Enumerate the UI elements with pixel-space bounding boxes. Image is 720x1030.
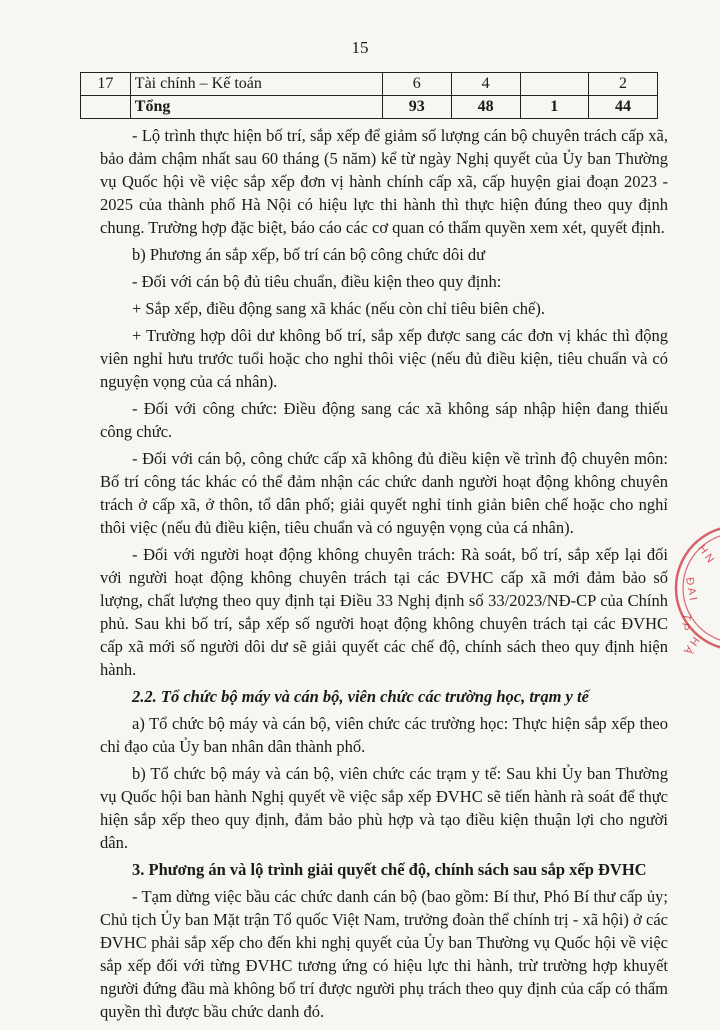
- paragraph: - Đối với công chức: Điều động sang các xã không sáp nhập hiện đang thiếu công chức.: [100, 399, 668, 441]
- section-heading: 2.2. Tổ chức bộ máy và cán bộ, viên chức các trường học, trạm y tế: [132, 687, 589, 706]
- paragraph: b) Phương án sắp xếp, bố trí cán bộ công chức dôi dư: [132, 245, 486, 264]
- table-cell-name: Tài chính – Kế toán: [130, 73, 382, 96]
- table-cell-value: 93: [382, 96, 451, 119]
- paragraph: b) Tổ chức bộ máy và cán bộ, viên chức các trạm y tế: Sau khi Ủy ban Thường vụ Quốc hội ban hành Nghị quyết về việc sắp xếp ĐVHC sẽ tiến hành rà soát để thực hiện sắp xếp theo quy định, đảm bảo phù hợp và tạo điều kiện thuận lợi cho người dân.: [100, 764, 668, 852]
- svg-text:Đ A I: Đ A I: [683, 576, 699, 602]
- document-body: [100, 124, 668, 1027]
- table-cell-stt: [81, 96, 131, 119]
- table-cell-value: 6: [382, 73, 451, 96]
- table-row-total: [81, 96, 658, 119]
- table-cell-name: Tổng: [130, 96, 382, 119]
- table-cell-value: 2: [589, 73, 658, 96]
- table-cell-value: [520, 73, 589, 96]
- table-cell-value: 4: [451, 73, 520, 96]
- table-row: [81, 73, 658, 96]
- svg-text:T P: T P: [678, 612, 693, 632]
- paragraph: - Đối với cán bộ, công chức cấp xã không đủ điều kiện về trình độ chuyên môn: Bố trí công tác khác có thể đảm nhận các chức danh người hoạt động không chuyên trách ở cấp xã, ở thôn, tổ dân phố; giải quyết nghỉ tinh giản biên chế hoặc cho nghỉ thôi việc (nếu đủ điều kiện, tiêu chuẩn và có nguyện vọng của cá nhân).: [100, 449, 668, 537]
- paragraph: - Tạm dừng việc bầu các chức danh cán bộ (bao gồm: Bí thư, Phó Bí thư cấp ủy; Chủ tịch Ủy ban Mặt trận Tổ quốc Việt Nam, trưởng đoàn thể chính trị - xã hội) ở các ĐVHC phải sắp xếp cho đến khi nghị quyết của Ủy ban Thường vụ Quốc hội về việc sắp xếp đối với từng ĐVHC tương ứng có hiệu lực thi hành, trừ trường hợp khuyết người đứng đầu mà không bố trí được người phụ trách theo quy định của cấp có thẩm quyền thì được bầu chức danh đó.: [100, 887, 668, 1021]
- paragraph: - Đối với cán bộ đủ tiêu chuẩn, điều kiện theo quy định:: [132, 272, 502, 291]
- table-cell-stt: 17: [81, 73, 131, 96]
- summary-table: [80, 72, 658, 119]
- red-seal-stamp: [668, 518, 720, 658]
- paragraph: - Lộ trình thực hiện bố trí, sắp xếp để giảm số lượng cán bộ chuyên trách cấp xã, bảo đảm chậm nhất sau 60 tháng (5 năm) kể từ ngày Nghị quyết của Ủy ban Thường vụ Quốc hội về việc sắp xếp đơn vị hành chính cấp xã, cấp huyện giai đoạn 2023 - 2025 của thành phố Hà Nội có hiệu lực thi hành thì thực hiện đúng theo quy định chung. Trường hợp đặc biệt, báo cáo các cơ quan có thẩm quyền xem xét, quyết định.: [100, 126, 668, 237]
- paragraph: + Sắp xếp, điều động sang xã khác (nếu còn chỉ tiêu biên chế).: [132, 299, 545, 318]
- section-heading: 3. Phương án và lộ trình giải quyết chế độ, chính sách sau sắp xếp ĐVHC: [132, 860, 647, 879]
- table-cell-value: 48: [451, 96, 520, 119]
- page-number: 15: [351, 38, 369, 57]
- table-cell-value: 44: [589, 96, 658, 119]
- paragraph: a) Tổ chức bộ máy và cán bộ, viên chức các trường học: Thực hiện sắp xếp theo chỉ đạo của Ủy ban nhân dân thành phố.: [100, 714, 668, 756]
- svg-text:H N: H N: [695, 542, 717, 566]
- svg-text:H À: H À: [681, 634, 702, 657]
- table-cell-value: 1: [520, 96, 589, 119]
- paragraph: + Trường hợp dôi dư không bố trí, sắp xếp được sang các đơn vị khác thì động viên nghỉ hưu trước tuổi hoặc cho nghỉ thôi việc (nếu đủ điều kiện, tiêu chuẩn và có nguyện vọng của cá nhân).: [100, 326, 668, 391]
- paragraph: - Đối với người hoạt động không chuyên trách: Rà soát, bố trí, sắp xếp lại đối với người hoạt động không chuyên trách tại các ĐVHC cấp xã mới đảm bảo số lượng, chất lượng theo quy định tại Điều 33 Nghị định số 33/2023/NĐ-CP của Chính phủ. Sau khi bố trí, sắp xếp số người hoạt động không chuyên trách tại các ĐVHC cấp xã mới số người dôi dư sẽ giải quyết các chế độ, chính sách theo quy định hiện hành.: [100, 545, 668, 679]
